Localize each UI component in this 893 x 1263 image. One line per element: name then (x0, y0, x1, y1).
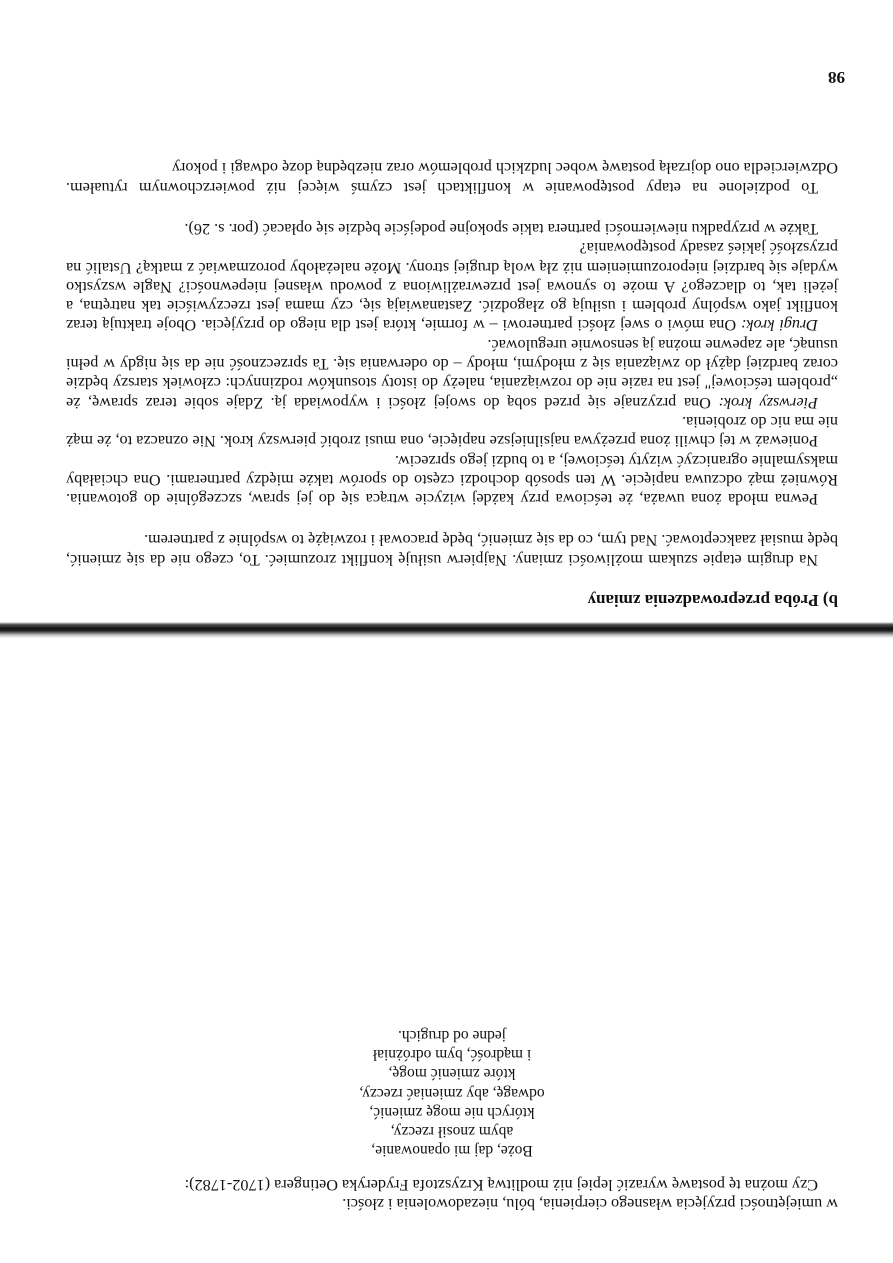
bottom-column (66, 158, 838, 628)
prayer-poem (66, 1025, 838, 1160)
paragraph-example: Pewna młoda żona uważa, że teściowa przy każdej wizycie wtrąca się do jej spraw, szczególnie do gotowania. Również mąż odczuwa napięcie. W ten sposób dochodzi często do sporów także między partnerami. Ona chciałaby maksymalnie ograniczyć wizyty teściowej, a to budzi jego sprzeciw. (66, 451, 838, 509)
paragraph-first-step (66, 334, 838, 411)
second-step-label: Drugi krok: (740, 316, 818, 335)
poem-line: abym znosił rzeczy, (390, 1123, 514, 1141)
paragraph-conclusion: To podzielone na etapy postępowanie w konfliktach jest czymś więcej niż powierzchownym rytuałem. Odzwierciedla ono dojrzałą postawę wobec ludzkich problemów oraz niezbędną dozę odwagi i pokory (66, 159, 838, 197)
paragraph-second-step (66, 238, 838, 334)
poem-line: jedne od drugich. (397, 1026, 507, 1044)
first-step-text: Ona przyznaje się przed sobą do swojej złości i wypowiada ją. Zdaje sobie teraz sprawę, że „problem teściowej" jest na razie nie do rozwiązania, należy do istoty stosunków rodzinnych: człowiek starszy będzie coraz bardziej dążył do związania się z młodymi, młody – do oderwania się. Ta sprzeczność nie da się nigdy w pełni usunąć, ale zapewne można ją sensownie uregulować. (66, 335, 838, 412)
poem-line: które zmienić mogę, (388, 1065, 516, 1083)
poem-line: odwagę, aby zmieniać rzeczy, (359, 1084, 545, 1102)
paragraph-tension: Ponieważ w tej chwili żona przeżywa najsilniejsze napięcie, ona musi zrobić pierwszy krok. Nie oznacza to, że mąż nie ma nic do zrobienia. (66, 412, 838, 451)
page-number: 98 (828, 68, 845, 87)
poem-line: i mądrość, bym odróżniał (372, 1045, 532, 1063)
paragraph-prayer-intro: Czy można tę postawę wyrazić lepiej niż modlitwą Krzysztofa Fryderyka Oetingera (1702-1782): (184, 1175, 818, 1194)
top-column (66, 1025, 838, 1213)
poem-line: Boże, daj mi opanowanie, (371, 1142, 533, 1160)
section-heading: b) Próba przeprowadzenia zmiany (587, 591, 838, 610)
paragraph-stage-two: Na drugim etapie szukam możliwości zmiany. Najpierw usiłuję konflikt zrozumieć. To, czego nie da się zmienić, będę musiał zaakceptować. Nad tym, co da się zmienić, będę pracował i rozwiążę to wspólnie z partnerem. (66, 531, 838, 569)
first-step-label: Pierwszy krok: (718, 393, 818, 412)
poem-line: których nie mogę zmienić, (369, 1103, 535, 1121)
paragraph-acceptance: w umiejętności przyjęcia własnego cierpienia, bólu, niezadowolenia i złości. (342, 1195, 838, 1213)
second-step-text: Ona mówi o swej złości partnerowi – w formie, która jest dla niego do przyjęcia. Oboje traktują teraz konflikt jako wspólny problem i usiłują go złagodzić. Zastanawiają się, czy mama jest rzeczywiście tak natrętna, a jeżeli tak, to dlaczego? A może to synowa jest przewrażliwiona z powodu własnej niepewności? Nagle wszystko wydaje się bardziej nieporozumieniem niż złą wolą drugiej strony. Może należałoby porozmawiać z matką? Ustalić na przyszłość jakieś zasady postępowania? (66, 239, 838, 335)
paragraph-infidelity: Także w przypadku niewierności partnera takie spokojne podejście będzie się opłacać (por. s. 26). (184, 219, 818, 238)
